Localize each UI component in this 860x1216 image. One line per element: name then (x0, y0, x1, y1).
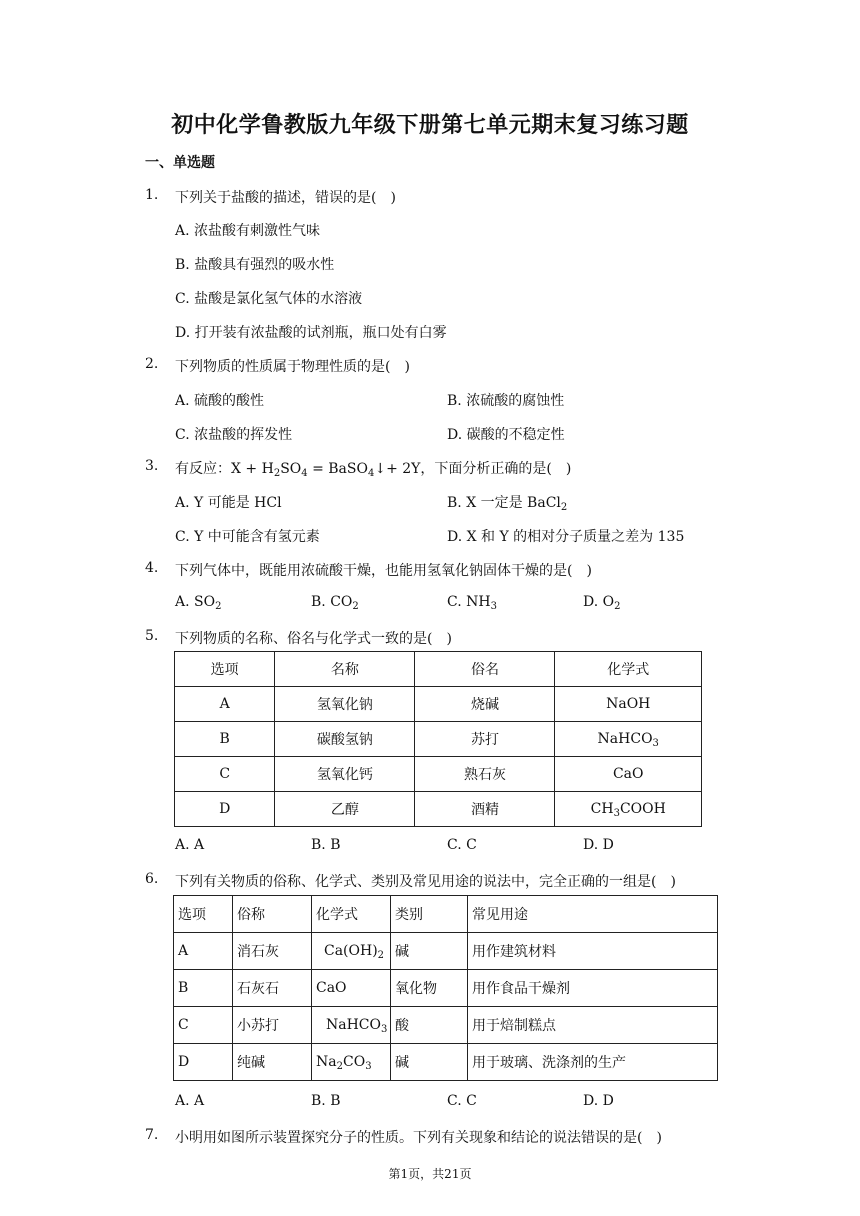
question-1-stem: 下列关于盐酸的描述，错误的是( ) (175, 190, 396, 206)
question-5-number: 5. (145, 628, 159, 644)
table-header-cell: 名称 (275, 652, 415, 687)
q1-option-a: A. 浓盐酸有刺激性气味 (175, 223, 321, 239)
table-cell: D (175, 792, 275, 827)
table-cell: B (174, 970, 233, 1007)
table-cell: $CH_3COOH$ (555, 792, 702, 827)
table-header-cell: 常见用途 (468, 896, 718, 933)
q3-option-c: C. Y 中可能含有氢元素 (175, 529, 320, 545)
q3-option-b: B. X 一定是 BaCl$_2$ (447, 495, 568, 513)
question-3-stem: 有反应：$X + H_2SO_4$ = BaSO$_4$↓+ 2Y，下面分析正确的是( ) (175, 461, 572, 479)
table-header-row (175, 652, 702, 687)
table-cell: 熟石灰 (415, 757, 555, 792)
table-cell: 乙醇 (275, 792, 415, 827)
table-header-cell: 选项 (175, 652, 275, 687)
table-cell: NaHCO$_3$ (312, 1007, 391, 1044)
table-cell: 碱 (391, 1044, 468, 1081)
table-cell: C (174, 1007, 233, 1044)
q6-option-b: B. B (311, 1093, 341, 1109)
question-4-number: 4. (145, 560, 159, 576)
q2-option-b: B. 浓硫酸的腐蚀性 (447, 393, 565, 409)
table-cell: $Na_2CO_3$ (312, 1044, 391, 1081)
table-header-row (174, 896, 718, 933)
table-cell: 用作建筑材料 (468, 933, 718, 970)
q3-option-d: D. X 和 Y 的相对分子质量之差为 135 (447, 529, 685, 545)
page-footer: 第1页，共21页 (388, 1167, 472, 1181)
question-6-stem: 下列有关物质的俗称、化学式、类别及常见用途的说法中，完全正确的一组是( ) (175, 874, 676, 890)
table-cell: 纯碱 (233, 1044, 312, 1081)
table-header-cell: 俗名 (415, 652, 555, 687)
question-6-number: 6. (145, 871, 159, 887)
table-cell: 消石灰 (233, 933, 312, 970)
table-header-cell: 化学式 (312, 896, 391, 933)
q4-option-c: C. $NH_3$ (447, 594, 497, 612)
q4-option-d: D. $O_2$ (583, 594, 621, 612)
table-cell: NaOH (555, 687, 702, 722)
question-5-stem: 下列物质的名称、俗名与化学式一致的是( ) (175, 631, 452, 647)
table-cell: 烧碱 (415, 687, 555, 722)
table-cell: 酸 (391, 1007, 468, 1044)
table-cell: 氧化物 (391, 970, 468, 1007)
table-cell: CaO (555, 757, 702, 792)
q6-option-a: A. A (175, 1093, 205, 1109)
table-cell: 用作食品干燥剂 (468, 970, 718, 1007)
table-cell: 酒精 (415, 792, 555, 827)
table-row (175, 687, 702, 722)
q4-option-b: B. $CO_2$ (311, 594, 359, 612)
question-7-stem: 小明用如图所示装置探究分子的性质。下列有关现象和结论的说法错误的是( ) (175, 1130, 662, 1146)
table-cell: A (175, 687, 275, 722)
question-1-number: 1. (145, 187, 159, 203)
table-cell: 氢氧化钙 (275, 757, 415, 792)
question-5-table (174, 651, 702, 827)
table-row (174, 933, 718, 970)
table-cell: CaO (312, 970, 391, 1007)
table-header-cell: 俗称 (233, 896, 312, 933)
table-cell: 碱 (391, 933, 468, 970)
section-heading: 一、单选题 (145, 155, 215, 171)
table-row (174, 970, 718, 1007)
q5-option-c: C. C (447, 837, 477, 853)
q3-option-a: A. Y 可能是 HCl (175, 495, 282, 511)
table-cell: 用于焙制糕点 (468, 1007, 718, 1044)
q4-option-a: A. $SO_2$ (175, 594, 222, 612)
q1-option-b: B. 盐酸具有强烈的吸水性 (175, 257, 335, 273)
q1-option-c: C. 盐酸是氯化氢气体的水溶液 (175, 291, 363, 307)
page-title: 初中化学鲁教版九年级下册第七单元期末复习练习题 (171, 112, 689, 138)
table-cell: B (175, 722, 275, 757)
table-cell: 石灰石 (233, 970, 312, 1007)
table-header-cell: 化学式 (555, 652, 702, 687)
q5-option-b: B. B (311, 837, 341, 853)
table-cell: A (174, 933, 233, 970)
question-2-number: 2. (145, 356, 159, 372)
table-cell: 氢氧化钠 (275, 687, 415, 722)
q6-option-c: C. C (447, 1093, 477, 1109)
question-7-number: 7. (145, 1127, 159, 1143)
q2-option-a: A. 硫酸的酸性 (175, 393, 265, 409)
table-row (174, 1007, 718, 1044)
table-cell: 用于玻璃、洗涤剂的生产 (468, 1044, 718, 1081)
table-cell: 小苏打 (233, 1007, 312, 1044)
q5-option-a: A. A (175, 837, 205, 853)
table-cell: 苏打 (415, 722, 555, 757)
table-row (175, 722, 702, 757)
question-4-stem: 下列气体中，既能用浓硫酸干燥，也能用氢氧化钠固体干燥的是( ) (175, 563, 592, 579)
table-row (175, 757, 702, 792)
table-header-cell: 类别 (391, 896, 468, 933)
question-6-table (173, 895, 718, 1081)
table-cell: C (175, 757, 275, 792)
q1-option-d: D. 打开装有浓盐酸的试剂瓶，瓶口处有白雾 (175, 325, 447, 341)
table-cell: $Ca(OH)_2$ (312, 933, 391, 970)
table-cell: 碳酸氢钠 (275, 722, 415, 757)
q5-option-d: D. D (583, 837, 614, 853)
q2-option-c: C. 浓盐酸的挥发性 (175, 427, 293, 443)
question-2-stem: 下列物质的性质属于物理性质的是( ) (175, 359, 410, 375)
table-header-cell: 选项 (174, 896, 233, 933)
q6-option-d: D. D (583, 1093, 614, 1109)
question-3-number: 3. (145, 458, 159, 474)
table-row (175, 792, 702, 827)
q2-option-d: D. 碳酸的不稳定性 (447, 427, 565, 443)
table-cell: NaHCO$_3$ (555, 722, 702, 757)
table-row (174, 1044, 718, 1081)
table-cell: D (174, 1044, 233, 1081)
